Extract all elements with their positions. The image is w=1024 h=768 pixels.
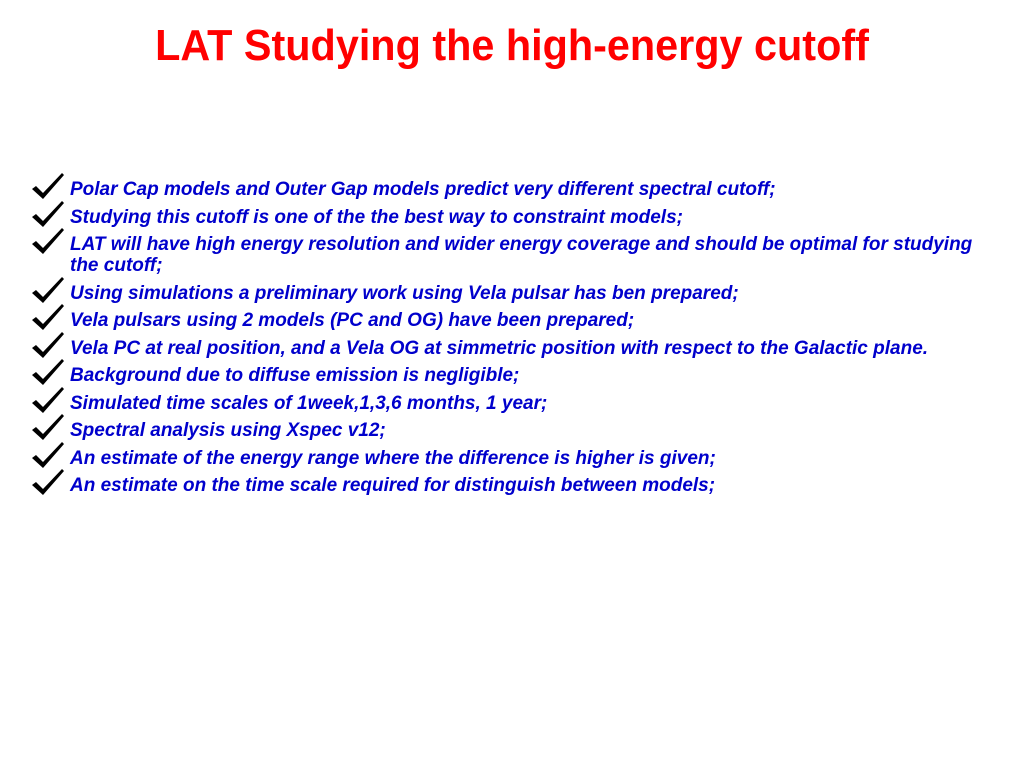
bullet-text: Spectral analysis using Xspec v12; xyxy=(70,420,386,441)
bullet-text: Studying this cutoff is one of the the best way to constraint models; xyxy=(70,206,683,228)
bullet-item xyxy=(30,445,990,469)
slide-title: LAT Studying the high-energy cutoff xyxy=(155,21,869,70)
bullet-text: Polar Cap models and Outer Gap models predict very different spectral cutoff; xyxy=(70,179,776,200)
bullet-text: Background due to diffuse emission is negligible; xyxy=(70,365,520,386)
checkmark-icon xyxy=(30,331,66,361)
bullet-text: Using simulations a preliminary work using Vela pulsar has ben prepared; xyxy=(70,282,739,304)
checkmark-icon xyxy=(30,276,66,306)
bullet-text: Vela pulsars using 2 models (PC and OG) have been prepared; xyxy=(70,310,635,331)
bullet-item xyxy=(30,335,990,359)
checkmark-icon xyxy=(30,386,66,416)
bullet-item xyxy=(30,362,990,386)
bullet-text: LAT will have high energy resolution and wider energy coverage and should be optimal for studying the cutoff; xyxy=(70,234,973,276)
bullet-item xyxy=(30,472,990,496)
checkmark-icon xyxy=(30,358,66,388)
bullet-text: Simulated time scales of 1week,1,3,6 months, 1 year; xyxy=(70,392,548,414)
checkmark-icon xyxy=(30,172,66,202)
bullet-item xyxy=(30,280,990,304)
bullet-item xyxy=(30,231,990,276)
checkmark-icon xyxy=(30,227,66,257)
bullet-item xyxy=(30,176,990,200)
checkmark-icon xyxy=(30,200,66,230)
bullet-item xyxy=(30,307,990,331)
bullet-item xyxy=(30,417,990,441)
bullet-text: An estimate on the time scale required for distinguish between models; xyxy=(70,475,716,496)
bullet-item xyxy=(30,204,990,228)
checkmark-icon xyxy=(30,303,66,333)
bullet-item xyxy=(30,390,990,414)
checkmark-icon xyxy=(30,413,66,443)
bullet-list xyxy=(30,176,990,500)
bullet-text: Vela PC at real position, and a Vela OG at simmetric position with respect to the Galactic plane. xyxy=(70,337,929,359)
checkmark-icon xyxy=(30,441,66,471)
checkmark-icon xyxy=(30,468,66,498)
bullet-text: An estimate of the energy range where the difference is higher is given; xyxy=(70,447,716,469)
